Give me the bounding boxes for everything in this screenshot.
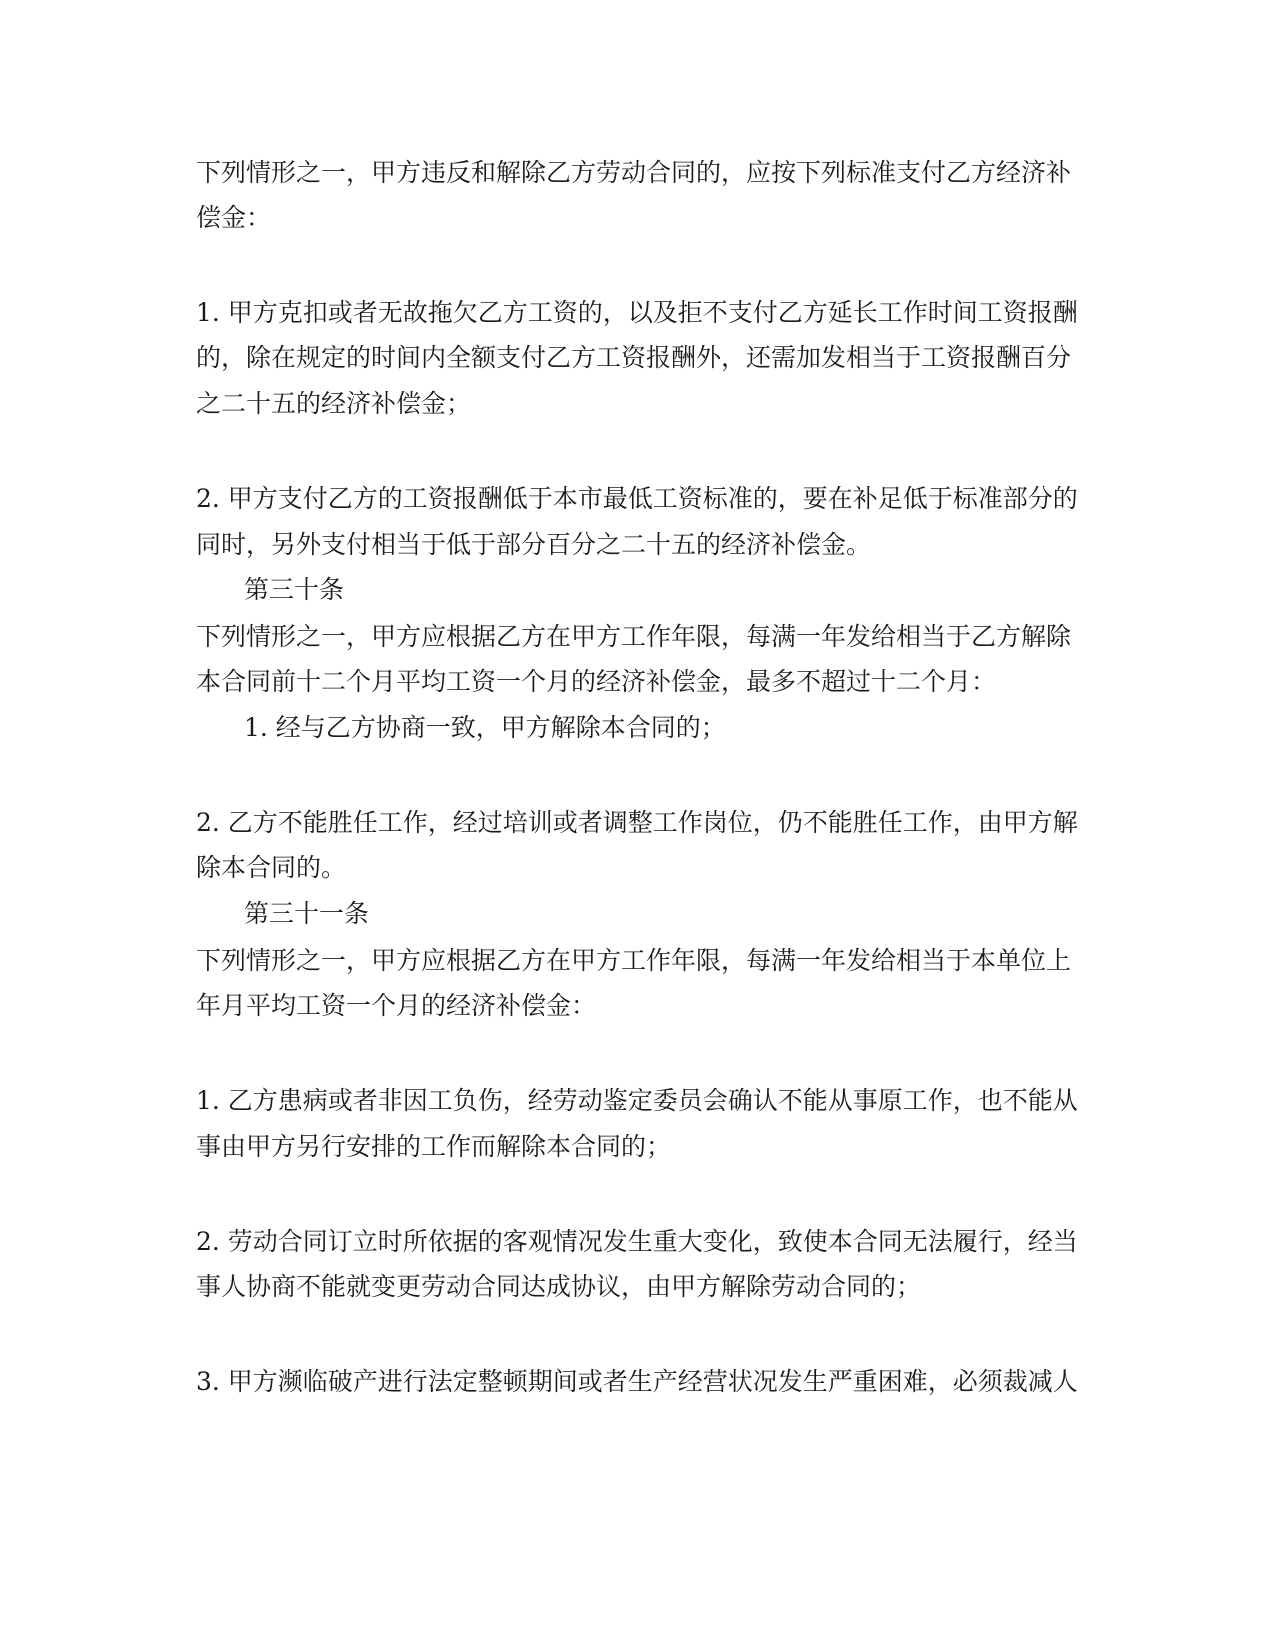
list-item-line: 1. 经与乙方协商一致，甲方解除本合同的； bbox=[244, 713, 726, 742]
list-item-line: 2. 乙方不能胜任工作，经过培训或者调整工作岗位，仍不能胜任工作，由甲方解 bbox=[196, 808, 1078, 837]
paragraph-line: 偿金： bbox=[196, 203, 272, 232]
paragraph-line: 年月平均工资一个月的经济补偿金： bbox=[196, 991, 597, 1020]
list-item-line: 事人协商不能就变更劳动合同达成协议，由甲方解除劳动合同的； bbox=[196, 1272, 922, 1301]
list-item-line: 3. 甲方濒临破产进行法定整顿期间或者生产经营状况发生严重困难，必须裁减人 bbox=[196, 1367, 1078, 1396]
paragraph-line: 下列情形之一，甲方应根据乙方在甲方工作年限，每满一年发给相当于本单位上 bbox=[196, 946, 1072, 975]
list-item-line: 的，除在规定的时间内全额支付乙方工资报酬外，还需加发相当于工资报酬百分 bbox=[196, 343, 1072, 372]
list-item-line: 同时，另外支付相当于低于部分百分之二十五的经济补偿金。 bbox=[196, 530, 872, 559]
list-item-line: 1. 甲方克扣或者无故拖欠乙方工资的，以及拒不支付乙方延长工作时间工资报酬 bbox=[196, 298, 1078, 327]
list-item-line: 事由甲方另行安排的工作而解除本合同的； bbox=[196, 1132, 672, 1161]
list-item-line: 2. 甲方支付乙方的工资报酬低于本市最低工资标准的，要在补足低于标准部分的 bbox=[196, 484, 1078, 513]
paragraph-line: 下列情形之一，甲方应根据乙方在甲方工作年限，每满一年发给相当于乙方解除 bbox=[196, 622, 1072, 651]
paragraph-line: 本合同前十二个月平均工资一个月的经济补偿金，最多不超过十二个月： bbox=[196, 667, 997, 696]
list-item-line: 除本合同的。 bbox=[196, 853, 347, 882]
article-heading: 第三十条 bbox=[244, 575, 345, 604]
list-item-line: 之二十五的经济补偿金； bbox=[196, 389, 472, 418]
paragraph-line: 下列情形之一，甲方违反和解除乙方劳动合同的，应按下列标准支付乙方经济补 bbox=[196, 158, 1072, 187]
article-heading: 第三十一条 bbox=[244, 899, 370, 928]
list-item-line: 1. 乙方患病或者非因工负伤，经劳动鉴定委员会确认不能从事原工作，也不能从 bbox=[196, 1086, 1078, 1115]
list-item-line: 2. 劳动合同订立时所依据的客观情况发生重大变化，致使本合同无法履行，经当 bbox=[196, 1227, 1078, 1256]
